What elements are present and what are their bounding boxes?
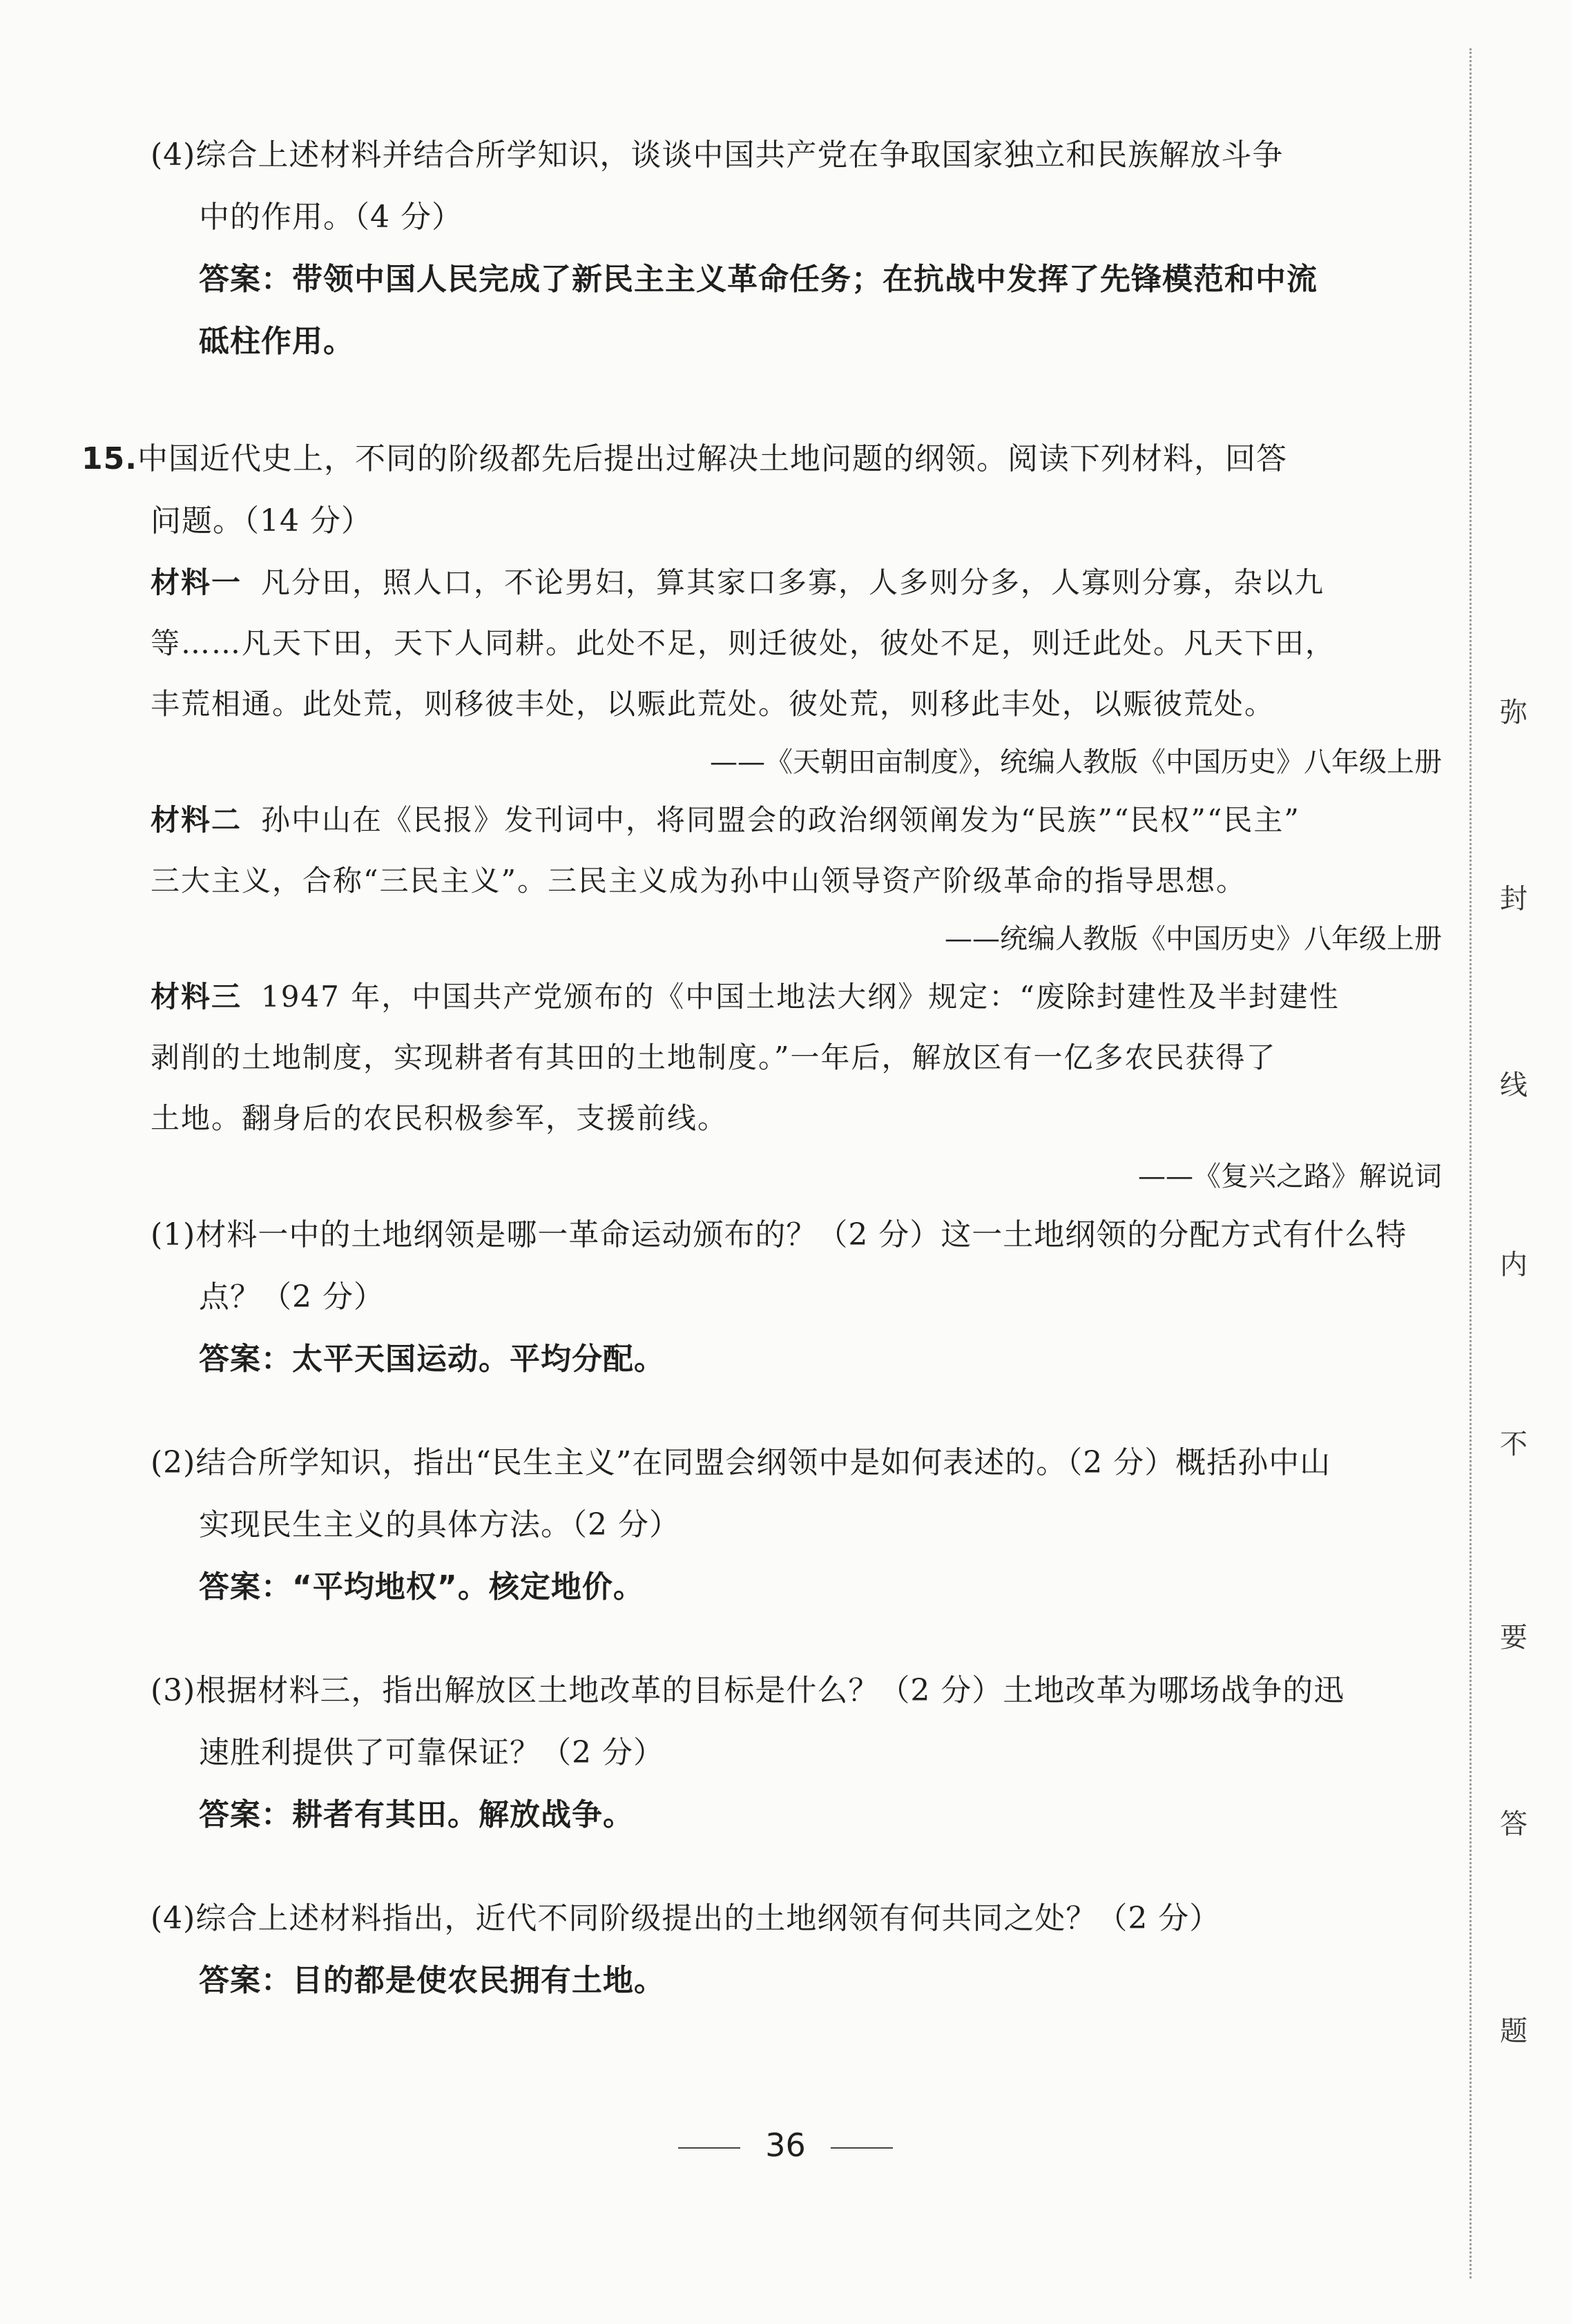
question-text: 实现民生主义的具体方法。（2 分） [199,1507,680,1542]
answer-text: 答案：“平均地权”。核定地价。 [199,1569,644,1605]
material-text: 三大主义，合称“三民主义”。三民主义成为孙中山领导资产阶级革命的指导思想。 [151,864,1246,898]
material-text: 剥削的土地制度，实现耕者有其田的土地制度。”一年后，解放区有一亿多农民获得了 [151,1040,1277,1074]
seal-char: 不 [1500,1429,1527,1460]
material-label: 材料一 [151,565,242,599]
page-number: 36 [765,2127,806,2164]
seal-char: 题 [1500,2015,1527,2047]
question-text: (1)材料一中的土地纲领是哪一革命运动颁布的？（2 分）这一土地纲领的分配方式有什么特 [151,1217,1407,1252]
binding-dotted-line [1469,48,1472,2278]
answer-text: 答案：目的都是使农民拥有土地。 [199,1963,665,1998]
material-text: 等……凡天下田，天下人同耕。此处不足，则迁彼处，彼处不足，则迁此处。凡天下田， [151,626,1336,660]
seal-char: 线 [1500,1069,1527,1101]
seal-char: 要 [1500,1622,1527,1654]
question-text: (4)综合上述材料并结合所学知识，谈谈中国共产党在争取国家独立和民族解放斗争 [151,137,1284,173]
q15-part1 [81,1204,1442,1391]
seal-char: 答 [1500,1808,1527,1840]
material-2 [81,790,1442,967]
material-text: 丰荒相通。此处荒，则移彼丰处，以赈此荒处。彼处荒，则移此丰处，以赈彼荒处。 [151,687,1275,721]
material-3 [81,967,1442,1204]
question-text: (4)综合上述材料指出，近代不同阶级提出的土地纲领有何共同之处？（2 分） [151,1901,1221,1936]
question-15 [81,428,1442,2012]
material-text: 土地。翻身后的农民积极参军，支援前线。 [151,1101,729,1135]
answer-text: 砥柱作用。 [199,324,354,359]
seal-char: 封 [1500,883,1527,915]
question-text: 中的作用。（4 分） [199,200,463,235]
material-text: 凡分田，照人口，不论男妇，算其家口多寡，人多则分多，人寡则分寡，杂以九 [261,565,1325,599]
material-1 [81,552,1442,790]
q15-part4 [81,1888,1442,2012]
answer-text: 答案：耕者有其田。解放战争。 [199,1797,634,1832]
material-label: 材料三 [151,980,242,1014]
footer-rule-right [831,2147,893,2149]
q14-part4 [81,124,1442,373]
q15-part2 [81,1432,1442,1618]
question-text: (2)结合所学知识，指出“民生主义”在同盟会纲领中是如何表述的。（2 分）概括孙中山 [151,1445,1331,1480]
question-stem: 问题。（14 分） [151,503,372,539]
seal-char: 弥 [1500,697,1527,728]
question-stem: 中国近代史上，不同的阶级都先后提出过解决土地问题的纲领。阅读下列材料，回答 [137,441,1287,476]
answer-text: 答案：太平天国运动。平均分配。 [199,1342,665,1377]
material-source: ——《复兴之路》解说词 [1138,1161,1442,1192]
question-text: 点？（2 分） [199,1279,385,1315]
question-text: (3)根据材料三，指出解放区土地改革的目标是什么？（2 分）土地改革为哪场战争的迅 [151,1673,1345,1708]
question-text: 速胜利提供了可靠保证？（2 分） [199,1735,664,1770]
page-footer [0,2127,1571,2164]
seal-char: 内 [1500,1249,1527,1281]
footer-rule-left [678,2147,740,2149]
question-number: 15. [81,441,137,476]
q15-part3 [81,1660,1442,1846]
answer-text: 答案：带领中国人民完成了新民主主义革命任务；在抗战中发挥了先锋模范和中流 [199,262,1318,297]
material-source: ——《天朝田亩制度》，统编人教版《中国历史》八年级上册 [710,746,1442,778]
material-source: ——统编人教版《中国历史》八年级上册 [945,923,1442,955]
material-text: 1947 年，中国共产党颁布的《中国土地法大纲》规定：“废除封建性及半封建性 [261,980,1340,1014]
page-content [81,124,1442,2012]
material-label: 材料二 [151,803,242,837]
material-text: 孙中山在《民报》发刊词中，将同盟会的政治纲领阐发为“民族”“民权”“民主” [261,803,1300,837]
